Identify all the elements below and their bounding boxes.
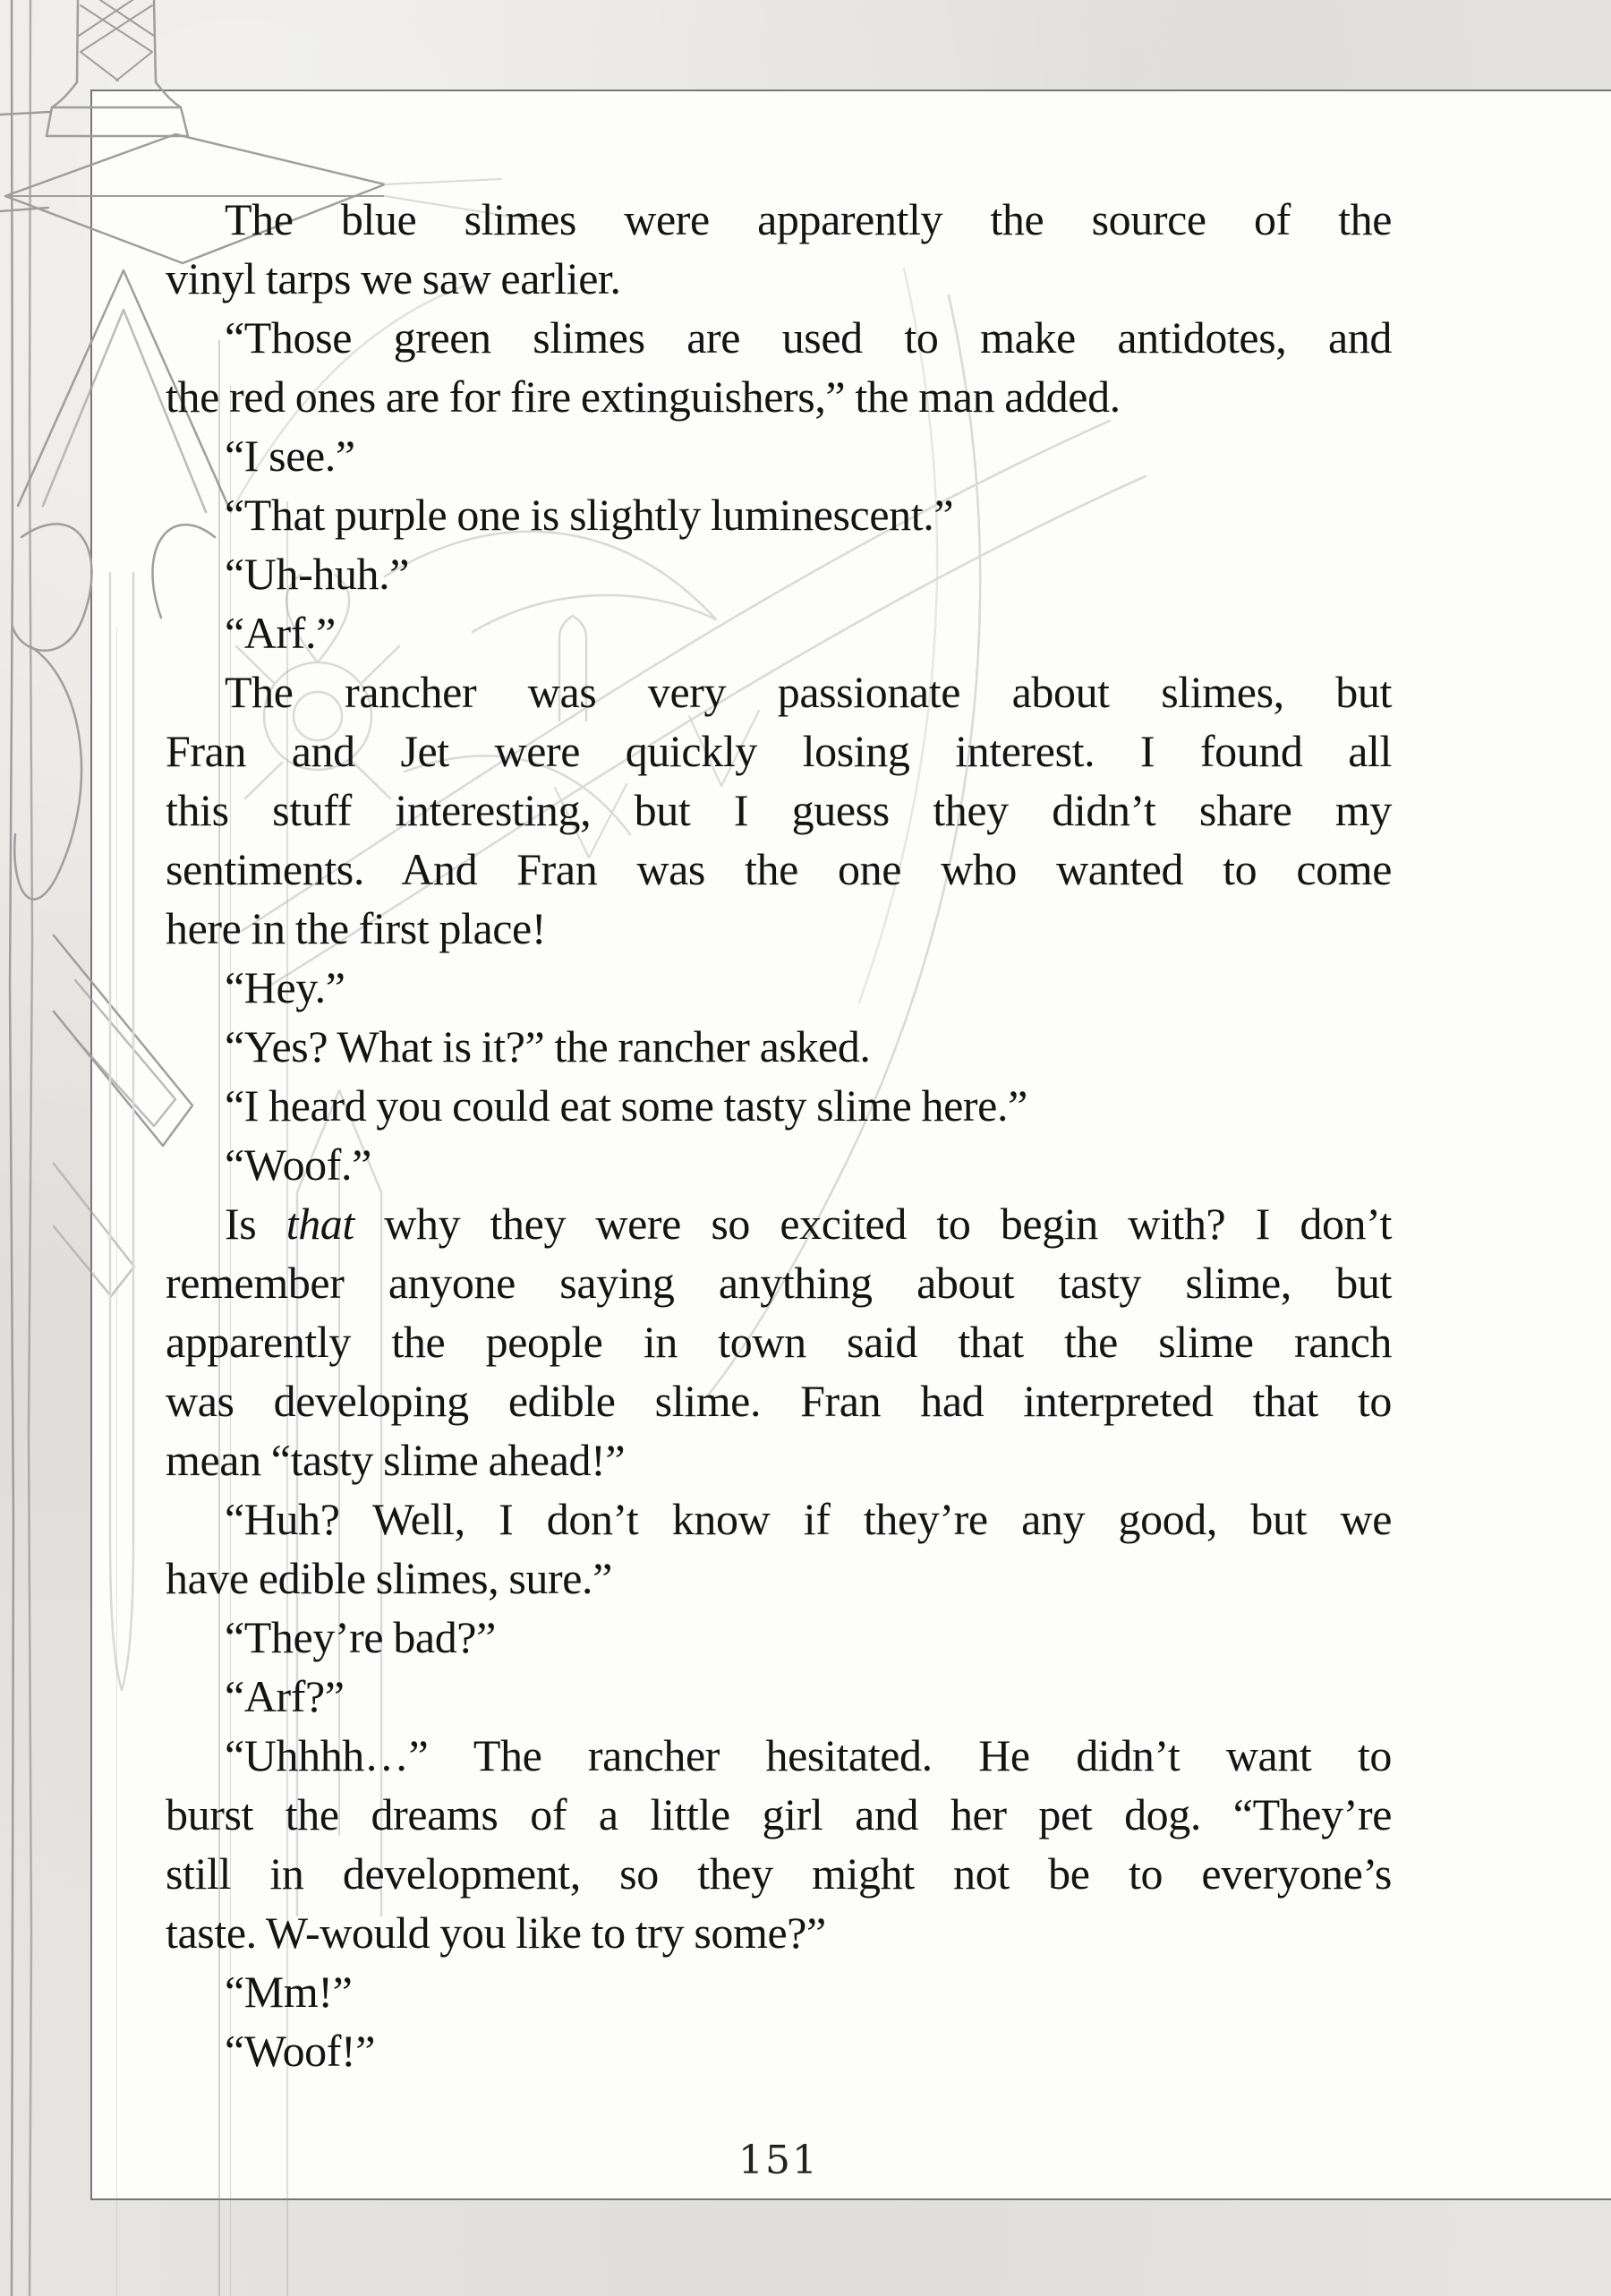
text-line: sentiments. And Fran was the one who wanted to come <box>166 844 1392 894</box>
text-line: taste. W-would you like to try some?” <box>166 1908 826 1958</box>
text-line: “Arf?” <box>225 1671 345 1721</box>
text-line: the red ones are for fire extinguishers,” the man added. <box>166 371 1121 422</box>
text-line: was developing edible slime. Fran had interpreted that to <box>166 1376 1392 1426</box>
text-line: “Huh? Well, I don’t know if they’re any good, but we <box>225 1494 1392 1544</box>
text-line: vinyl tarps we saw earlier. <box>166 253 621 303</box>
body-text <box>166 190 1392 2080</box>
text-line: still in development, so they might not be to everyone’s <box>166 1848 1392 1899</box>
text-line: here in the first place! <box>166 903 547 953</box>
text-line: mean “tasty slime ahead!” <box>166 1435 626 1485</box>
text-line: have edible slimes, sure.” <box>166 1553 612 1603</box>
text-line: remember anyone saying anything about tasty slime, but <box>166 1258 1392 1308</box>
text-line: Fran and Jet were quickly losing interest. I found all <box>166 726 1392 776</box>
text-line: The rancher was very passionate about slimes, but <box>225 667 1392 717</box>
text-line: “Uh-huh.” <box>225 549 410 599</box>
text-line: this stuff interesting, but I guess they didn’t share my <box>166 785 1392 835</box>
text-line: burst the dreams of a little girl and her pet dog. “They’re <box>166 1789 1392 1839</box>
text-line: “I see.” <box>225 431 355 481</box>
text-line: “Mm!” <box>225 1967 353 2017</box>
text-line: “That purple one is slightly luminescent.” <box>225 490 954 540</box>
text-line: Is that why they were so excited to begin with? I don’t <box>225 1199 1392 1249</box>
text-line: “Woof!” <box>225 2026 376 2076</box>
text-line: “Arf.” <box>225 608 336 658</box>
page-number: 151 <box>738 2138 819 2183</box>
text-line: “Hey.” <box>225 962 345 1012</box>
text-line: “They’re bad?” <box>225 1612 496 1662</box>
text-line: apparently the people in town said that the slime ranch <box>166 1317 1392 1367</box>
text-line: “I heard you could eat some tasty slime here.” <box>225 1080 1027 1131</box>
text-line: The blue slimes were apparently the source of the <box>225 194 1392 244</box>
text-line: “Uhhhh…” The rancher hesitated. He didn’t want to <box>225 1730 1392 1780</box>
text-line: “Those green slimes are used to make antidotes, and <box>225 312 1392 363</box>
text-line: “Yes? What is it?” the rancher asked. <box>225 1021 871 1071</box>
text-line: “Woof.” <box>225 1139 371 1190</box>
